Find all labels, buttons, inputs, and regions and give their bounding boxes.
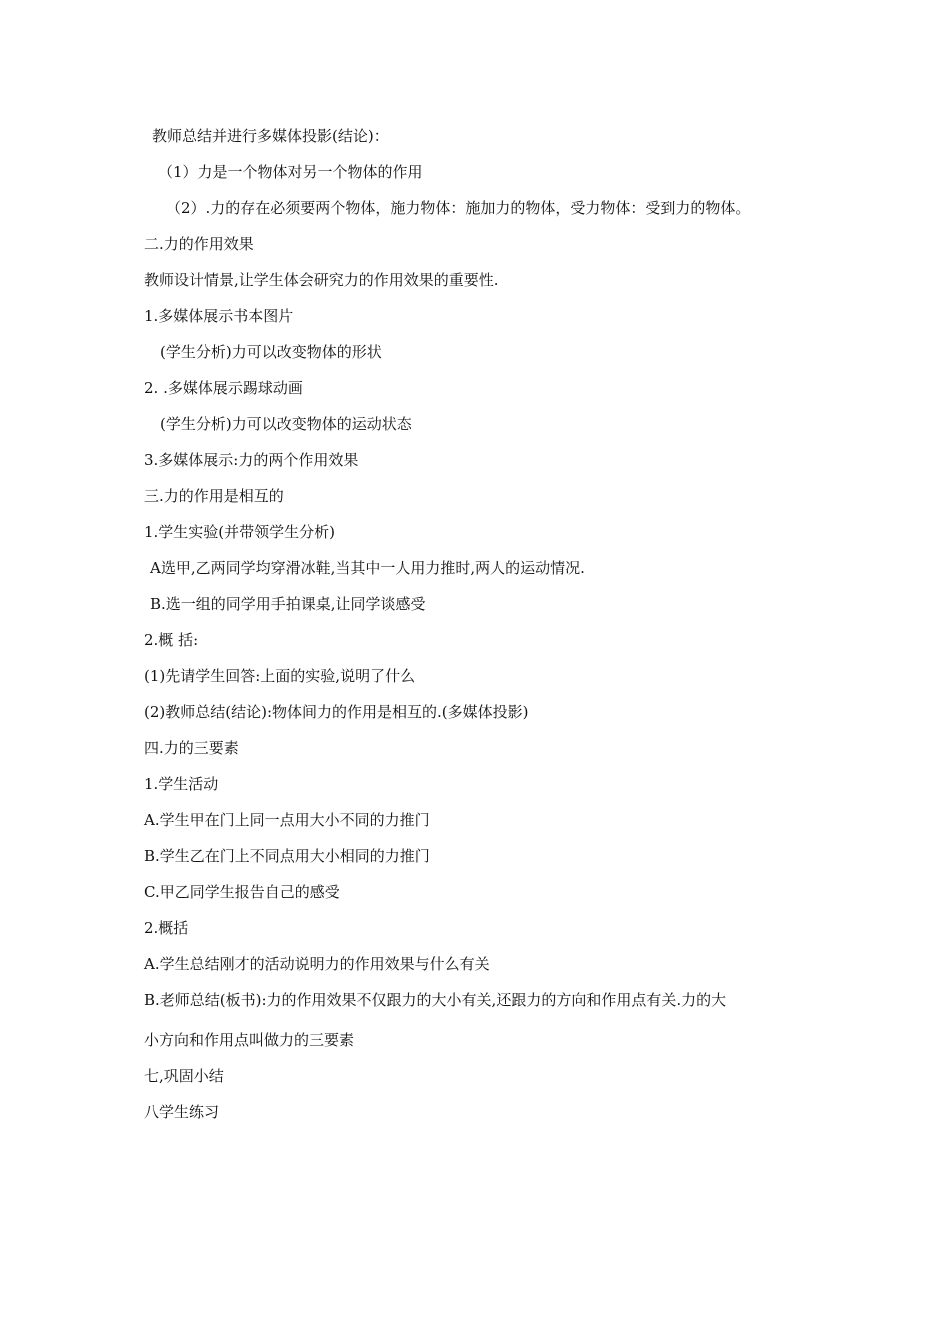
- text-line: 小方向和作用点叫做力的三要素: [144, 1031, 355, 1049]
- section-heading: 四.力的三要素: [144, 739, 239, 757]
- text-line: B.老师总结(板书):力的作用效果不仅跟力的大小有关,还跟力的方向和作用点有关.力的大: [144, 991, 727, 1009]
- text-line: 2. .多媒体展示踢球动画: [144, 379, 303, 397]
- text-line: (1)先请学生回答:上面的实验,说明了什么: [144, 667, 416, 685]
- text-line: 1.学生实验(并带领学生分析): [144, 523, 336, 541]
- text-line: 2.概 括:: [144, 631, 199, 649]
- section-heading: 三.力的作用是相互的: [144, 487, 284, 505]
- section-heading: 二.力的作用效果: [144, 235, 254, 253]
- text-line: C.甲乙同学生报告自己的感受: [144, 883, 340, 901]
- section-heading: 七,巩固小结: [144, 1067, 224, 1085]
- text-line: A.学生总结刚才的活动说明力的作用效果与什么有关: [144, 955, 490, 973]
- text-line: （2）.力的存在必须要两个物体，施力物体：施加力的物体，受力物体：受到力的物体。: [166, 199, 751, 217]
- text-line: 2.概括: [144, 919, 189, 937]
- text-line: 3.多媒体展示:力的两个作用效果: [144, 451, 359, 469]
- text-line: （1）力是一个物体对另一个物体的作用: [158, 163, 423, 181]
- text-line: 教师设计情景,让学生体会研究力的作用效果的重要性.: [144, 271, 499, 289]
- text-line: 1.学生活动: [144, 775, 219, 793]
- text-line: B.学生乙在门上不同点用大小相同的力推门: [144, 847, 430, 865]
- section-heading: 八学生练习: [144, 1103, 220, 1121]
- text-line: 教师总结并进行多媒体投影(结论)：: [152, 127, 389, 145]
- text-line: (学生分析)力可以改变物体的形状: [160, 343, 382, 361]
- text-line: 1.多媒体展示书本图片: [144, 307, 294, 325]
- text-line: B.选一组的同学用手拍课桌,让同学谈感受: [150, 595, 426, 613]
- text-line: (2)教师总结(结论):物体间力的作用是相互的.(多媒体投影): [144, 703, 529, 721]
- text-line: A.学生甲在门上同一点用大小不同的力推门: [144, 811, 430, 829]
- text-line: (学生分析)力可以改变物体的运动状态: [160, 415, 412, 433]
- text-line: A选甲,乙两同学均穿滑冰鞋,当其中一人用力推时,两人的运动情况.: [150, 559, 585, 577]
